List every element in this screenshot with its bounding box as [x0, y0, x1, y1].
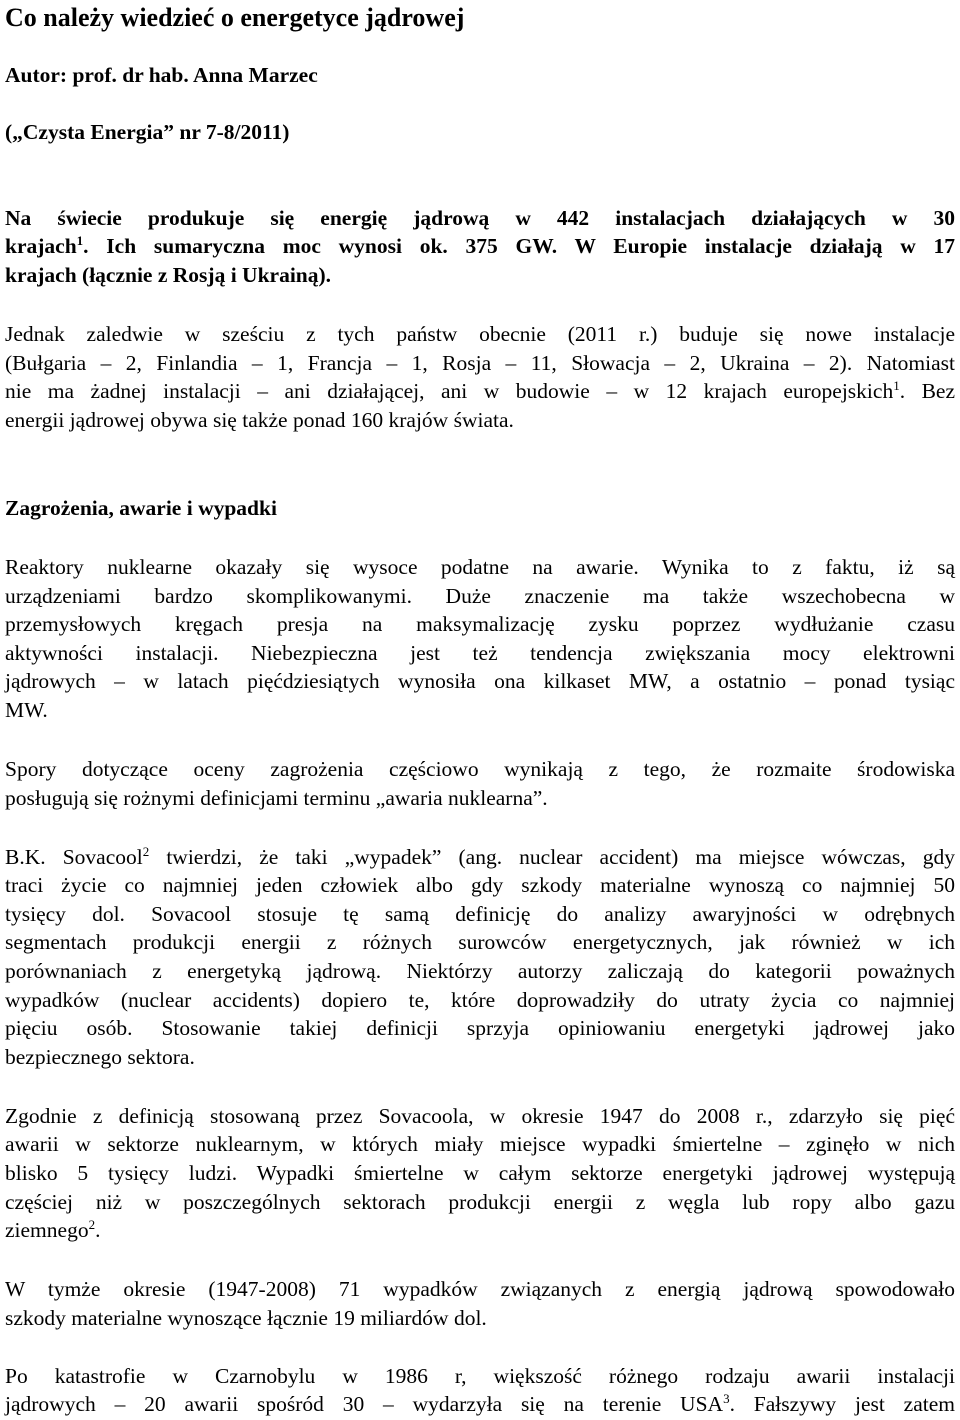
- p6-line-3: blisko 5 tysięcy ludzi. Wypadki śmiertelne w całym sektorze energetyki jądrowej występują: [5, 1161, 955, 1185]
- footnote-ref: 2: [88, 1217, 96, 1232]
- author-line: Autor: prof. dr hab. Anna Marzec: [5, 63, 318, 87]
- p2-line-2: (Bułgaria – 2, Finlandia – 1, Francja – 1, Rosja – 11, Słowacja – 2, Ukraina – 2). Natomiast: [5, 351, 955, 375]
- footnote-ref: 1: [76, 233, 84, 248]
- p6-line-4: częściej niż w poszczególnych sektorach produkcji energii z węgla lub ropy albo gazu: [5, 1190, 955, 1214]
- p5-line-4: segmentach produkcji energii z różnych surowców energetycznych, jak również w ich: [5, 930, 955, 954]
- p3-line-5: jądrowych – w latach pięćdziesiątych wynosiła ona kilkaset MW, a ostatnio – ponad tysiąc: [5, 669, 955, 693]
- p2-line-3: nie ma żadnej instalacji – ani działającej, ani w budowie – w 12 krajach europejskich$^1$. Bez: [5, 378, 955, 403]
- p1-line-3: krajach (łącznie z Rosją i Ukrainą).: [5, 263, 332, 287]
- p4-line-1: Spory dotyczące oceny zagrożenia częściowo wynikają z tego, że rozmaite środowiska: [5, 757, 955, 781]
- p8-line-1: Po katastrofie w Czarnobylu w 1986 r, większość różnego rodzaju awarii instalacji: [5, 1364, 955, 1388]
- p8-line-2: jądrowych – 20 awarii spośród 30 – wydarzyła się na terenie USA$^3$. Fałszywy jest zatem: [5, 1391, 955, 1416]
- p5-line-7: pięciu osób. Stosowanie takiej definicji sprzyja opiniowaniu energetyki jądrowej jako: [5, 1016, 955, 1040]
- p6-line-5: ziemnego$^2$.: [5, 1217, 101, 1242]
- document-title: Co należy wiedzieć o energetyce jądrowej: [5, 3, 465, 32]
- p2-line-4: energii jądrowej obywa się także ponad 160 krajów świata.: [5, 408, 514, 432]
- p1-line-2: krajach$^1$. Ich sumaryczna moc wynosi ok. 375 GW. W Europie instalacje działają w 17: [5, 233, 955, 258]
- p3-line-3: przemysłowych kręgach presja na maksymalizację zysku poprzez wydłużanie czasu: [5, 612, 955, 636]
- p7-line-2: szkody materialne wynoszące łącznie 19 miliardów dol.: [5, 1306, 487, 1330]
- footnote-ref: 1: [893, 378, 900, 393]
- p5-line-8: bezpiecznego sektora.: [5, 1045, 195, 1069]
- p5-line-6: wypadków (nuclear accidents) dopiero te, które doprowadziły do utraty życia co najmniej: [5, 988, 955, 1012]
- p6-line-2: awarii w sektorze nuklearnym, w których miały miejsce wypadki śmiertelne – zginęło w nich: [5, 1132, 955, 1156]
- p1-line-1: Na świecie produkuje się energię jądrową w 442 instalacjach działających w 30: [5, 206, 955, 230]
- p4-line-2: posługują się rożnymi definicjami terminu „awaria nuklearna”.: [5, 786, 548, 810]
- p3-line-2: urządzeniami bardzo skomplikowanymi. Duże znaczenie ma także wszechobecna w: [5, 584, 955, 608]
- p3-line-1: Reaktory nuklearne okazały się wysoce podatne na awarie. Wynika to z faktu, iż są: [5, 555, 955, 579]
- p5-line-1: B.K. Sovacool$^2$ twierdzi, że taki „wypadek” (ang. nuclear accident) ma miejsce wówczas, gdy: [5, 844, 956, 869]
- footnote-ref: 3: [723, 1391, 730, 1406]
- p7-line-1: W tymże okresie (1947-2008) 71 wypadków związanych z energią jądrową spowodowało: [5, 1277, 955, 1301]
- section-heading: Zagrożenia, awarie i wypadki: [5, 496, 277, 520]
- p5-line-3: tysięcy dol. Sovacool stosuje tę samą definicję do analizy awaryjności w odrębnych: [5, 902, 955, 926]
- source-line: („Czysta Energia” nr 7-8/2011): [5, 120, 290, 144]
- p5-line-2: traci życie co najmniej jeden człowiek albo gdy szkody materialne wynoszą co najmniej 50: [5, 873, 955, 897]
- p3-line-4: aktywności instalacji. Niebezpieczna jest też tendencja zwiększania mocy elektrowni: [5, 641, 955, 665]
- p6-line-1: Zgodnie z definicją stosowaną przez Sovacoola, w okresie 1947 do 2008 r., zdarzyło się pięć: [5, 1104, 955, 1128]
- footnote-ref: 2: [142, 844, 150, 859]
- p2-line-1: Jednak zaledwie w sześciu z tych państw obecnie (2011 r.) buduje się nowe instalacje: [5, 322, 955, 346]
- p5-line-5: porównaniach z energetyką jądrową. Niektórzy autorzy zaliczają do kategorii poważnych: [5, 959, 955, 983]
- p3-line-6: MW.: [5, 698, 48, 722]
